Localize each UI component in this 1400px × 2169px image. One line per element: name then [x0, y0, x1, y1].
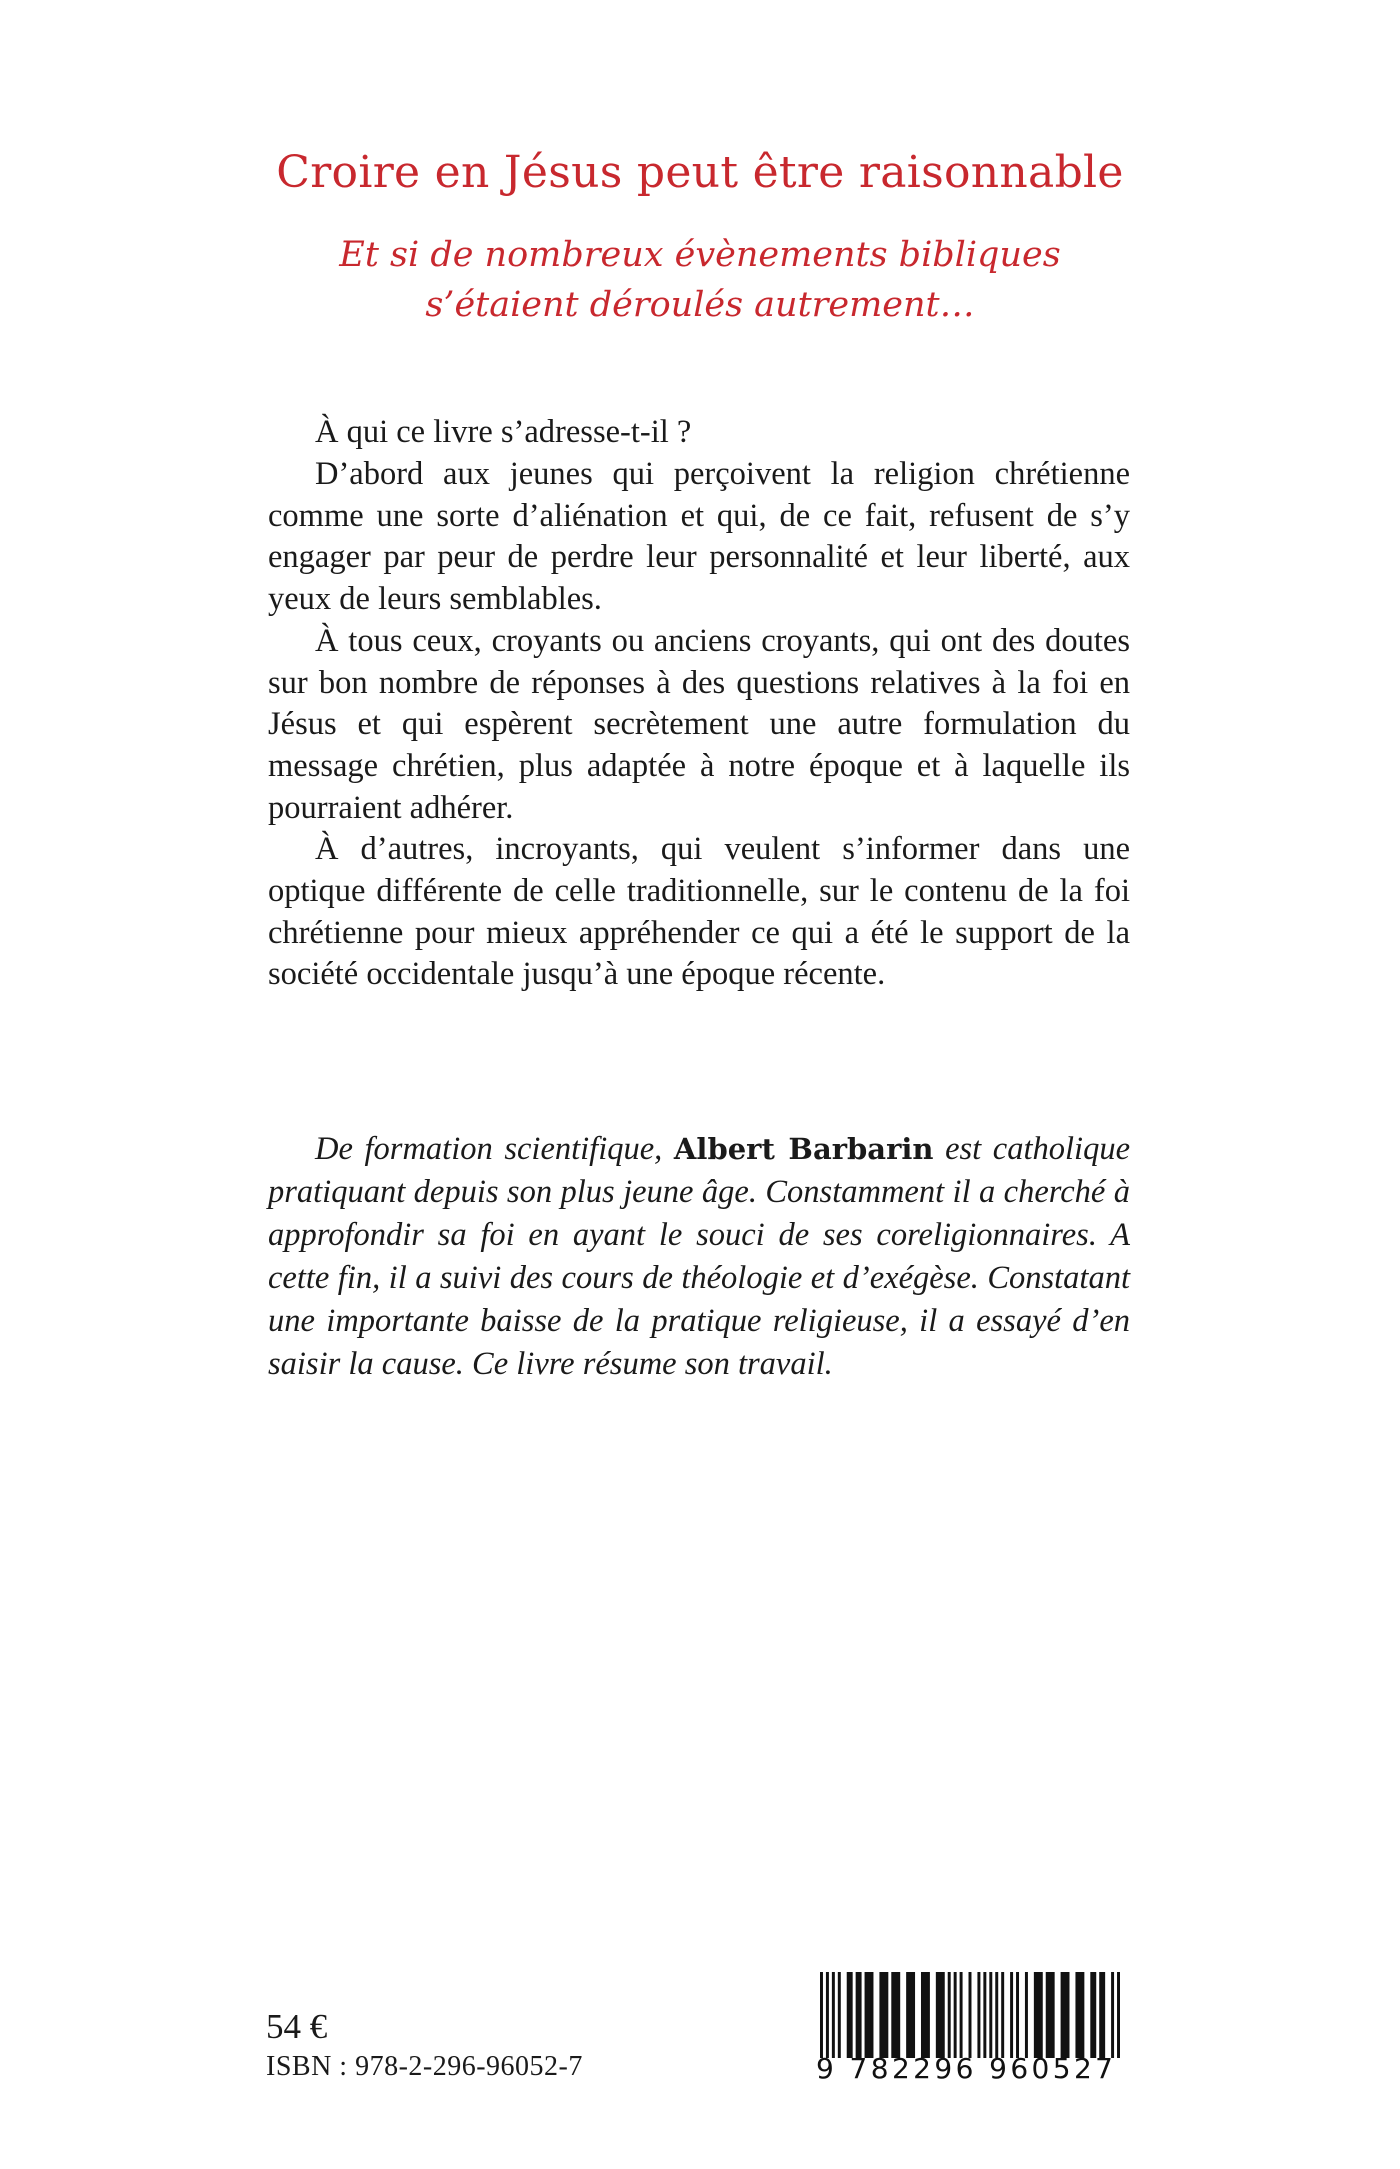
barcode-bar [989, 1972, 992, 2058]
barcode-bar [865, 1972, 874, 2058]
barcode-bar [995, 1972, 998, 2058]
author-name: Albert Barbarin [673, 1132, 934, 1166]
book-subtitle [0, 230, 1400, 330]
audience-question: À qui ce livre s’adresse-t-il ? [315, 414, 692, 450]
barcode-bar [969, 1972, 972, 2058]
audience-question-block [268, 412, 1130, 454]
barcode-digits: 9 782296 960527 [816, 2052, 1117, 2085]
barcode-bar [847, 1972, 853, 2058]
barcode-bar [948, 1972, 951, 2058]
barcode-bar [1010, 1972, 1013, 2058]
barcode-bar [832, 1972, 835, 2058]
barcode-bar [826, 1972, 829, 2058]
barcode-bar [891, 1972, 900, 2058]
price-label: 54 € [266, 2007, 328, 2046]
barcode-bar [983, 1972, 986, 2058]
barcode-bar [960, 1972, 963, 2058]
barcode-bar [1111, 1972, 1114, 2058]
barcode-bar [1034, 1972, 1043, 2058]
barcode-bar [906, 1972, 915, 2058]
description-paragraph-3: À d’autres, incroyants, qui veulent s’informer dans une optique différente de celle traditionnelle, sur le contenu de la foi chrétienne pour mieux appréhender ce qui a été le support de la société occidentale jusqu’à une époque récente. [268, 831, 1130, 993]
barcode-bar [921, 1972, 930, 2058]
author-bio-text: est catholique pratiquant depuis son plus jeune âge. Constamment il a cherché à approfondir sa foi en ayant le souci de ses coreligionnaires. A cette fin, il a suivi des cours de théologie et d’exégèse. Constatant une importante baisse de la pratique religieuse, il a essayé d’en saisir la cause. Ce livre résume son travail. [268, 1131, 1130, 1382]
barcode-bar [1046, 1972, 1055, 2058]
barcode-bar [879, 1972, 888, 2058]
author-biography [268, 1128, 1130, 1386]
subtitle-line-2: s’étaient déroulés autrement… [425, 285, 975, 325]
barcode-bar [1117, 1972, 1120, 2058]
barcode-bar [954, 1972, 957, 2058]
isbn-label: ISBN : 978-2-296-96052-7 [266, 2051, 583, 2082]
description-block [268, 454, 1130, 996]
barcode-bar [856, 1972, 862, 2058]
description-paragraph-1: D’abord aux jeunes qui perçoivent la religion chrétienne comme une sorte d’aliénation et qui, de ce fait, refusent de s’y engager par peur de perdre leur personnalité et leur liberté, aux yeux de leurs semblables. [268, 456, 1130, 618]
subtitle-line-1: Et si de nombreux évènements bibliques [339, 235, 1061, 275]
barcode-bar [1075, 1972, 1084, 2058]
barcode-bar [1001, 1972, 1004, 2058]
barcode-bar [1099, 1972, 1105, 2058]
barcode-bar [936, 1972, 945, 2058]
description-paragraph-2: À tous ceux, croyants ou anciens croyants, qui ont des doutes sur bon nombre de réponses à des questions relatives à la foi en Jésus et qui espèrent secrètement une autre formulation du message chrétien, plus adaptée à notre époque et à laquelle ils pourraient adhérer. [268, 622, 1130, 826]
barcode-bar [1016, 1972, 1019, 2058]
barcode-bar [1025, 1972, 1028, 2058]
barcode-bar [977, 1972, 980, 2058]
barcode-bar [1061, 1972, 1070, 2058]
barcode-bar [838, 1972, 841, 2058]
book-title: Croire en Jésus peut être raisonnable [276, 147, 1124, 198]
author-bio-intro: De formation scientifique, [315, 1131, 674, 1167]
barcode-bar [820, 1972, 823, 2058]
barcode-bar [1090, 1972, 1096, 2058]
